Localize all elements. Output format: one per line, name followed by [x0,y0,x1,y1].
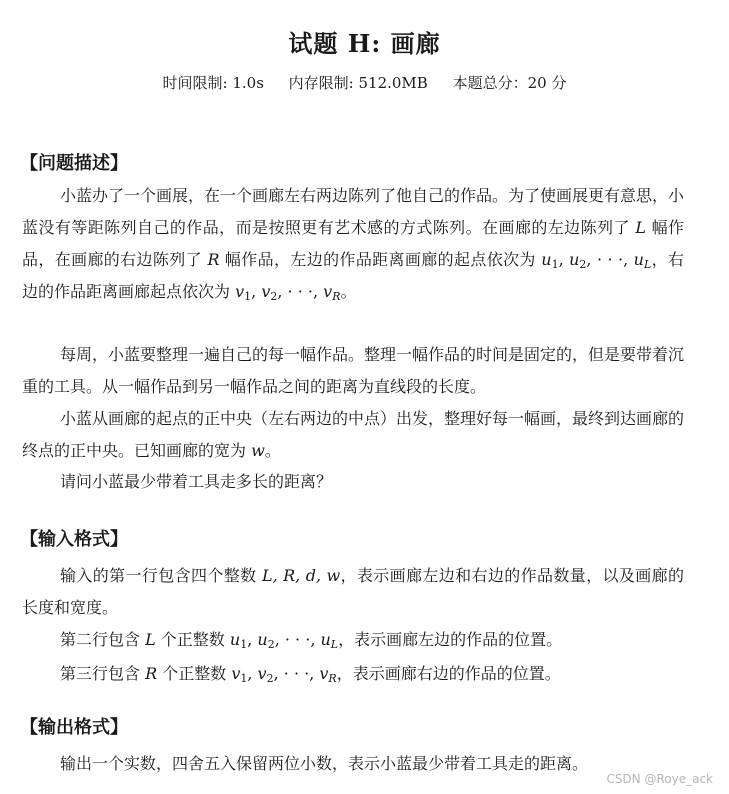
limits-line [0,72,729,93]
problem-paragraph-2: 每周，小蓝要整理一遍自己的每一幅作品。整理一幅作品的时间是固定的，但是要带着沉重的工具。从一幅作品到另一幅作品之间的距离为直线段的长度。 [22,345,685,396]
problem-paragraph-3: 小蓝从画廊的起点的正中央（左右两边的中点）出发，整理好每一幅画，最终到达画廊的终点的正中央。已知画廊的宽为 w。 [22,409,685,460]
input-vars: L, R, d, w [261,566,341,585]
page-title: 试题 H: 画廊 [288,29,441,58]
input-paragraph-2: 第二行包含 L 个正整数 $u_1$, $u_2$, · · ·, $u_L$，表示画廊左边的作品的位置。 [60,630,563,651]
input-paragraph-3: 第三行包含 R 个正整数 $v_1$, $v_2$, · · ·, $v_R$，表示画廊右边的作品的位置。 [60,664,561,685]
u-sequence: $u_1$, $u_2$, · · ·, $u_L$ [229,630,339,651]
memory-limit: 内存限制: 512.0MB [288,74,428,92]
var-w: w [251,441,265,460]
output-heading: 【输出格式】 [20,717,128,738]
v-sequence: $v_1$, $v_2$, · · ·, $v_R$ [231,664,337,685]
problem-heading: 【问题描述】 [20,153,128,174]
time-limit: 时间限制: 1.0s [162,74,264,92]
u-sequence: $u_1$, $u_2$, · · ·, $u_L$ [541,250,652,271]
watermark: CSDN @Roye_ack [606,772,713,786]
input-paragraph-1: 输入的第一行包含四个整数 L, R, d, w，表示画廊左边和右边的作品数量，以及画廊的长度和宽度。 [22,566,685,617]
v-sequence: $v_1$, $v_2$, · · ·, $v_R$ [235,282,341,303]
var-L: L [635,218,647,237]
input-heading: 【输入格式】 [20,529,128,550]
output-paragraph-1: 输出一个实数，四舍五入保留两位小数，表示小蓝最少带着工具走的距离。 [60,754,589,773]
problem-paragraph-1: 小蓝办了一个画展，在一个画廊左右两边陈列了他自己的作品。为了使画展更有意思，小蓝没有等距陈列自己的作品，而是按照更有艺术感的方式陈列。在画廊的左边陈列了 L 幅作品，在画廊的右边陈列了 R 幅作品，左边的作品距离画廊的起点依次为 $u_1$, $u_2$, · · ·, $u_L$，右边的作品距离画廊起点依次为 $v_1$, $v_2$, · · ·, $v_R$。 [22,186,685,303]
problem-paragraph-4: 请问小蓝最少带着工具走多长的距离？ [60,472,333,491]
total-score: 本题总分：20 分 [452,74,567,92]
var-R: R [207,250,220,269]
